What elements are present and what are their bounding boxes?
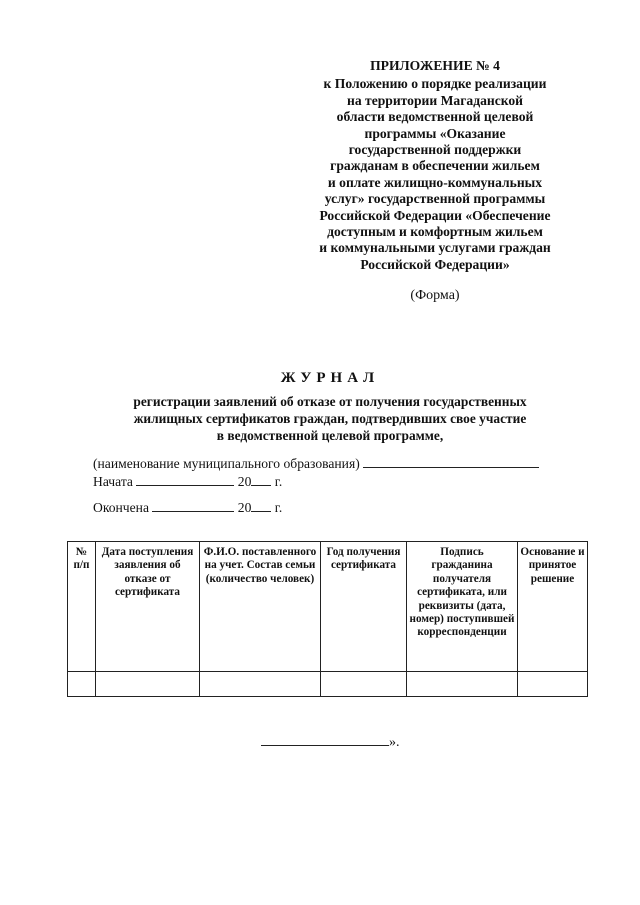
appendix-line: и коммунальными услугами граждан [319, 240, 551, 256]
appendix-header [290, 58, 580, 273]
journal-subtitle-line: в ведомственной целевой программе, [216, 428, 444, 443]
finished-year-blank[interactable] [251, 499, 271, 512]
finished-year-prefix: 20 [237, 500, 252, 515]
appendix-line: области ведомственной целевой [336, 109, 534, 125]
table-cell[interactable] [407, 672, 518, 697]
table-cell[interactable] [96, 672, 200, 697]
column-header-date: Дата поступления заявления об отказе от сертификата [96, 542, 200, 672]
finished-date-blank[interactable] [152, 499, 234, 512]
appendix-line: услуг» государственной программы [324, 191, 546, 207]
column-header-name: Ф.И.О. поставленного на учет. Состав семьи (количество человек) [200, 542, 321, 672]
appendix-line: государственной поддержки [348, 142, 522, 158]
closing-suffix: ». [389, 735, 400, 750]
appendix-line: на территории Магаданской [346, 92, 524, 108]
started-year-prefix: 20 [237, 474, 252, 489]
table-cell[interactable] [200, 672, 321, 697]
started-year-suffix: г. [274, 474, 283, 489]
journal-subtitle [80, 393, 580, 444]
journal-title: ЖУРНАЛ [280, 370, 380, 386]
column-header-year: Год получения сертификата [321, 542, 407, 672]
form-label: (Форма) [410, 288, 460, 303]
table-header-row [68, 542, 588, 672]
appendix-title: ПРИЛОЖЕНИЕ № 4 [370, 58, 500, 73]
journal-subtitle-line: жилищных сертификатов граждан, подтвердивших свое участие [133, 411, 527, 426]
started-year-blank[interactable] [251, 473, 271, 486]
closing-line [261, 733, 400, 751]
appendix-line: гражданам в обеспечении жильем [330, 158, 540, 174]
appendix-line: доступным и комфортным жильем [327, 224, 543, 240]
started-label: Начата [93, 474, 133, 489]
table-cell[interactable] [68, 672, 96, 697]
finished-field [93, 499, 282, 516]
column-header-signature: Подпись гражданина получателя сертификата, или реквизиты (дата, номер) поступившей корреспонденции [407, 542, 518, 672]
appendix-line: к Положению о порядке реализации [323, 76, 547, 92]
municipality-label: (наименование муниципального образования) [93, 456, 360, 471]
column-header-number: № п/п [68, 542, 96, 672]
journal-subtitle-line: регистрации заявлений об отказе от получения государственных [133, 394, 527, 409]
table-cell[interactable] [518, 672, 588, 697]
table-cell[interactable] [321, 672, 407, 697]
closing-blank [261, 733, 389, 746]
table-row [68, 672, 588, 697]
appendix-line: программы «Оказание [364, 125, 506, 141]
started-field [93, 473, 282, 490]
appendix-line: и оплате жилищно-коммунальных [327, 174, 543, 190]
started-date-blank[interactable] [136, 473, 234, 486]
municipality-blank[interactable] [363, 455, 539, 468]
column-header-decision: Основание и принятое решение [518, 542, 588, 672]
journal-table [67, 541, 588, 697]
appendix-line: Российской Федерации «Обеспечение [319, 207, 551, 223]
finished-label: Окончена [93, 500, 149, 515]
finished-year-suffix: г. [274, 500, 283, 515]
municipality-field [93, 455, 539, 472]
appendix-line: Российской Федерации» [360, 256, 510, 272]
